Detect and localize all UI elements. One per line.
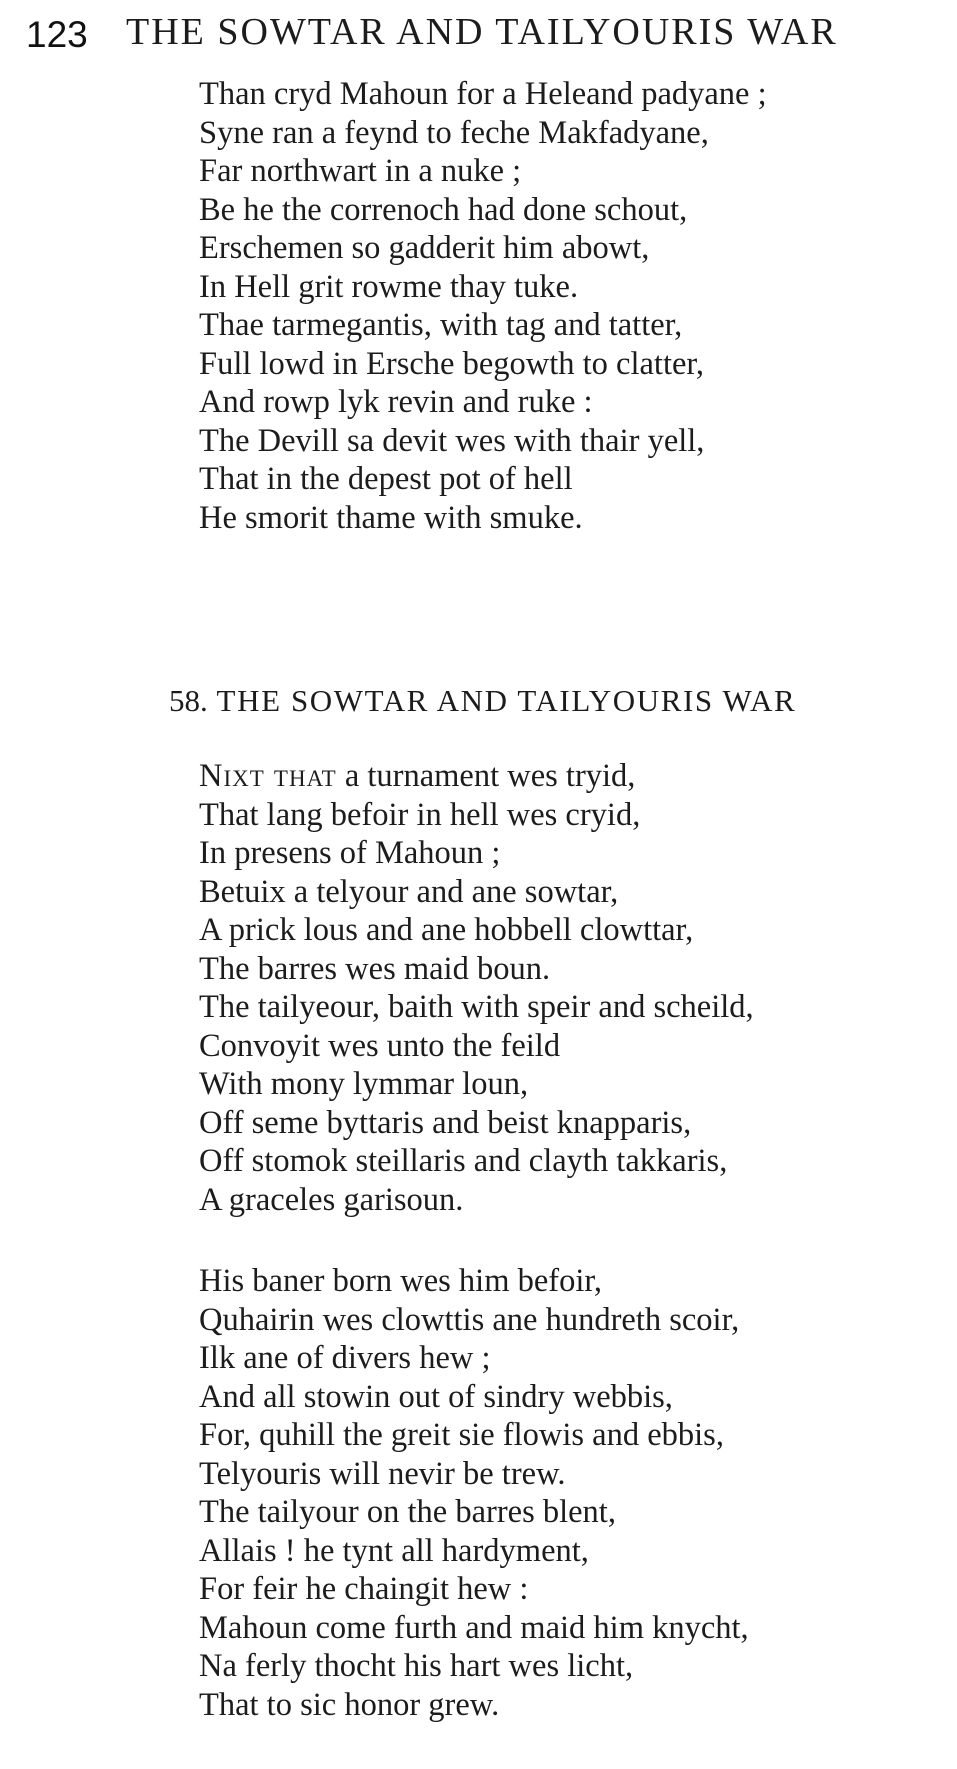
verse-line: Allais ! he tynt all hardyment,: [199, 1532, 589, 1569]
verse-line: That to sic honor grew.: [199, 1686, 500, 1723]
verse-line: Be he the correnoch had done schout,: [199, 191, 688, 228]
verse-line: A prick lous and ane hobbell clowttar,: [199, 912, 694, 948]
verse-line: Syne ran a feynd to feche Makfadyane,: [199, 114, 709, 151]
poem-title: THE SOWTAR AND TAILYOURIS WAR: [216, 683, 797, 718]
verse-line: And all stowin out of sindry webbis,: [199, 1378, 673, 1415]
page-number: 123: [26, 14, 88, 55]
verse-line: His baner born wes him befoir,: [199, 1263, 603, 1299]
verse-line: For feir he chaingit hew :: [199, 1571, 529, 1607]
verse-line: Ilk ane of divers hew ;: [199, 1340, 491, 1376]
verse-line: Telyouris will nevir be trew.: [199, 1455, 566, 1492]
verse-line: Betuix a telyour and ane sowtar,: [199, 873, 619, 910]
verse-line-first: [199, 757, 754, 796]
verse-line: Full lowd in Ersche begowth to clatter,: [199, 345, 705, 382]
verse-line: In presens of Mahoun ;: [199, 835, 501, 871]
verse-line: Erschemen so gadderit him abowt,: [199, 230, 650, 266]
poem-heading: [169, 681, 796, 721]
verse-line: The tailyeour, baith with speir and scheild,: [199, 989, 754, 1025]
poem-stanza-1: [199, 757, 754, 1219]
verse-line: Far northwart in a nuke ;: [199, 153, 522, 189]
poem-number: 58.: [169, 683, 208, 718]
verse-line: The Devill sa devit wes with thair yell,: [199, 422, 705, 459]
previous-poem-stanza: [199, 75, 767, 537]
verse-line: Than cryd Mahoun for a Heleand padyane ;: [199, 76, 767, 112]
verse-line: For, quhill the greit sie flowis and ebbis,: [199, 1417, 724, 1453]
verse-line: Quhairin wes clowttis ane hundreth scoir,: [199, 1301, 740, 1338]
verse-line: The barres wes maid boun.: [199, 950, 551, 987]
verse-line: Off seme byttaris and beist knapparis,: [199, 1104, 692, 1141]
verse-line: Na ferly thocht his hart wes licht,: [199, 1648, 634, 1684]
verse-line: Mahoun come furth and maid him knycht,: [199, 1609, 749, 1646]
verse-line: A graceles garisoun.: [199, 1181, 464, 1218]
opening-words: Nixt that: [199, 758, 337, 794]
verse-line: The tailyour on the barres blent,: [199, 1494, 616, 1530]
verse-line: He smorit thame with smuke.: [199, 499, 583, 536]
verse-line: That lang befoir in hell wes cryid,: [199, 796, 641, 833]
verse-line: And rowp lyk revin and ruke :: [199, 384, 593, 420]
verse-line: That in the depest pot of hell: [199, 461, 573, 497]
first-line-text: a turnament wes tryid,: [336, 758, 636, 794]
verse-line: In Hell grit rowme thay tuke.: [199, 268, 579, 305]
verse-line: With mony lymmar loun,: [199, 1066, 529, 1102]
running-head: THE SOWTAR AND TAILYOURIS WAR: [126, 11, 838, 53]
verse-line: Convoyit wes unto the feild: [199, 1027, 561, 1064]
poem-stanza-2: [199, 1262, 749, 1724]
verse-line: Thae tarmegantis, with tag and tatter,: [199, 307, 683, 343]
verse-line: Off stomok steillaris and clayth takkaris,: [199, 1143, 728, 1179]
